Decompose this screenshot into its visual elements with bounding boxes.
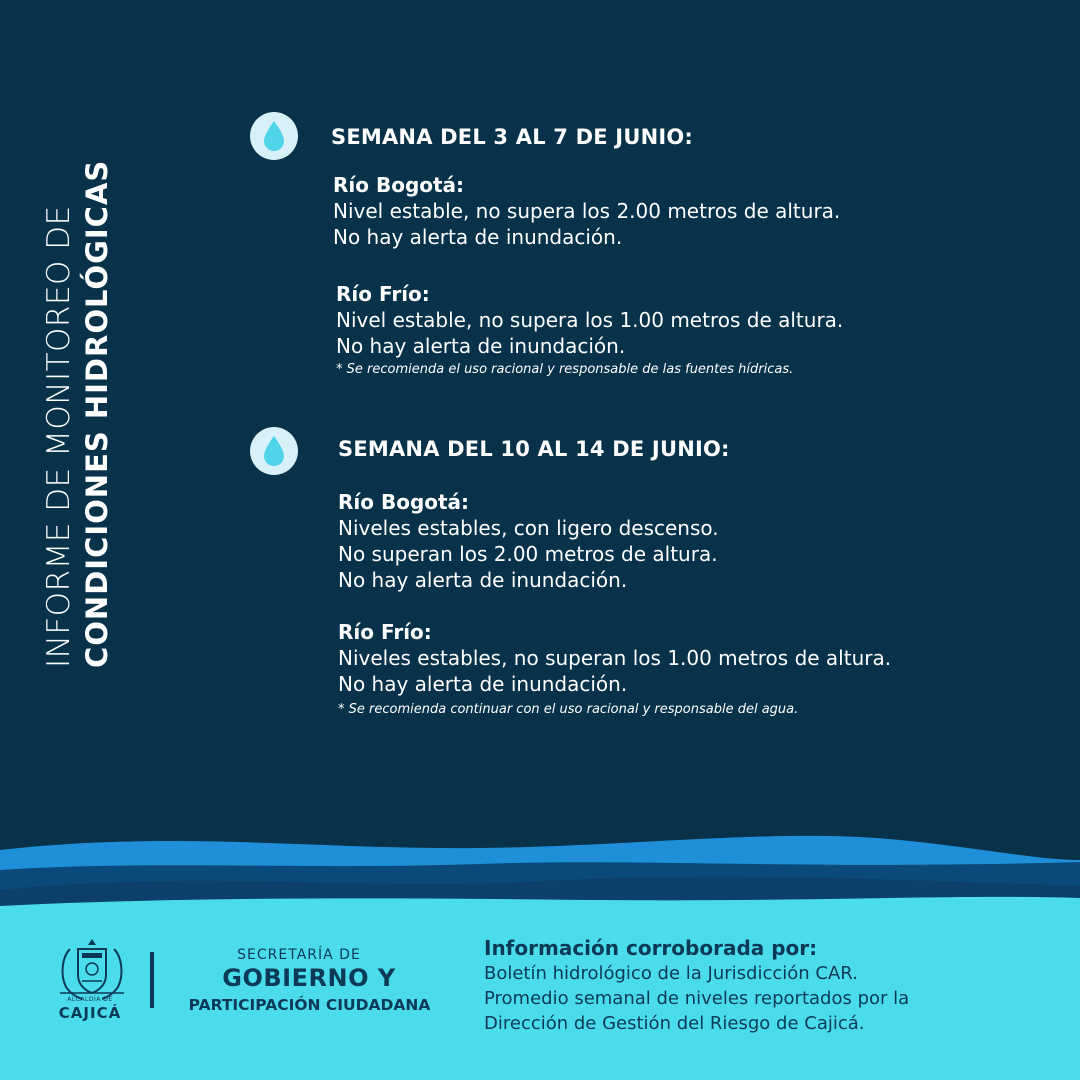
river-status-line: No hay alerta de inundación.: [338, 672, 628, 696]
river-name: Río Frío:: [336, 282, 430, 306]
water-drop-icon: [250, 427, 298, 475]
river-status-line: Niveles estables, no superan los 1.00 metros de altura.: [338, 646, 892, 670]
side-title: [40, 108, 116, 668]
week-2-note: * Se recomienda continuar con el uso racional y responsable del agua.: [338, 702, 799, 717]
info-line: Promedio semanal de niveles reportados por la: [484, 988, 910, 1009]
week-1-note: * Se recomienda el uso racional y responsable de las fuentes hídricas.: [336, 362, 794, 377]
footer-divider: [150, 952, 154, 1008]
river-status-line: No hay alerta de inundación.: [336, 334, 626, 358]
river-name: Río Bogotá:: [338, 490, 470, 514]
river-status-line: Nivel estable, no supera los 1.00 metros de altura.: [336, 308, 844, 332]
logo-subtitle: ALCALDÍA DE: [67, 996, 113, 1003]
river-name: Río Bogotá:: [333, 173, 465, 197]
secretaria-mid: PARTICIPACIÓN CIUDADANA: [188, 996, 431, 1014]
info-source: [484, 936, 909, 1036]
river-status-line: No hay alerta de inundación.: [333, 225, 623, 249]
side-title-line1: INFORME DE MONITOREO DE: [41, 205, 77, 668]
river-status-line: No superan los 2.00 metros de altura.: [338, 542, 718, 566]
water-drop-icon: [250, 112, 298, 160]
info-line: Boletín hidrológico de la Jurisdicción CAR.: [484, 963, 858, 984]
river-status-line: Niveles estables, con ligero descenso.: [338, 516, 719, 540]
week-1-river-frio: [336, 281, 843, 359]
side-title-line2: CONDICIONES HIDROLÓGICAS: [80, 159, 114, 668]
logo-name: CAJICÁ: [58, 1004, 122, 1022]
week-2-river-bogota: [338, 489, 719, 593]
secretaria-small: SECRETARÍA DE: [237, 947, 361, 963]
info-heading: Información corroborada por:: [484, 936, 818, 960]
week-2-river-frio: [338, 619, 891, 697]
week-1-river-bogota: [333, 172, 840, 250]
info-line: Dirección de Gestión del Riesgo de Cajicá.: [484, 1013, 865, 1034]
week-2-title: SEMANA DEL 10 AL 14 DE JUNIO:: [338, 437, 730, 461]
week-1-title: SEMANA DEL 3 AL 7 DE JUNIO:: [331, 125, 694, 149]
river-status-line: Nivel estable, no supera los 2.00 metros de altura.: [333, 199, 841, 223]
river-status-line: No hay alerta de inundación.: [338, 568, 628, 592]
secretaria-big: GOBIERNO Y: [222, 964, 396, 992]
river-name: Río Frío:: [338, 620, 432, 644]
